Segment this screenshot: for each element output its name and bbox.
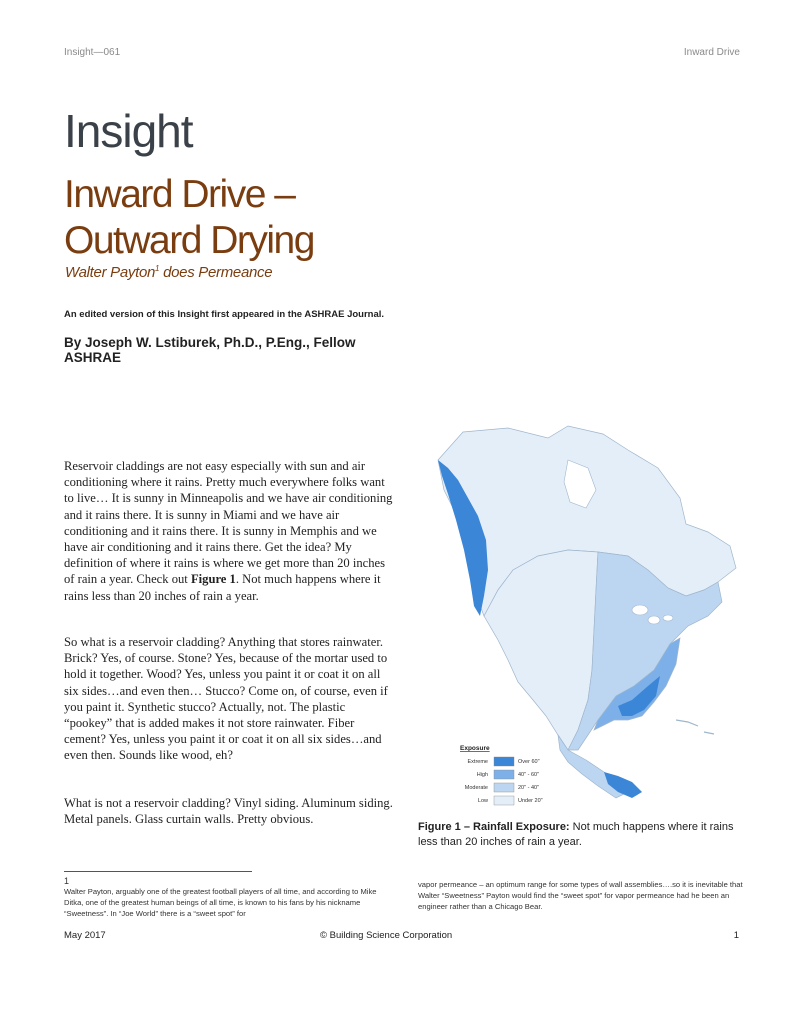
subtitle-part-a: Walter Payton xyxy=(65,264,156,281)
title-line-2: Outward Drying xyxy=(64,219,314,262)
figure-caption-text: Not much happens where it rains less than 20 inches of rain a year. xyxy=(418,821,734,848)
legend-range: 20" - 40" xyxy=(518,785,540,791)
legend-range: Over 60" xyxy=(518,759,540,765)
series-title: Insight xyxy=(64,105,193,157)
rainfall-exposure-map xyxy=(418,420,748,810)
edit-note: An edited version of this Insight first appeared in the ASHRAE Journal. xyxy=(64,309,385,320)
body-paragraph-2: So what is a reservoir cladding? Anything that stores rainwater. Brick? Yes, of course. Stone? Yes, because of the mortar used to hold it together. Wood? Yes, unless you paint it or coat it on all six sides…and even then… Stucco? Come on, of course, even if you paint it. Synthetic stucco? Actually, not. The plastic “pookey” that is added makes it not store rainwater. Fiber cement? Yes, unless you paint it or coat it on all six sides…and even then. Sounds like wood, eh? xyxy=(64,635,388,763)
running-header-left: Insight—061 xyxy=(64,47,121,58)
figure-reference: Figure 1 xyxy=(190,572,236,587)
footnote-number: 1 xyxy=(64,876,70,886)
footer-copyright: © Building Science Corporation xyxy=(320,930,453,941)
legend-swatch xyxy=(494,783,514,792)
legend-range: Under 20" xyxy=(518,798,543,804)
caribbean-islands xyxy=(676,720,714,734)
page-number: 1 xyxy=(733,930,739,941)
map-legend xyxy=(460,745,543,805)
footer-date: May 2017 xyxy=(64,930,106,941)
legend-level: Extreme xyxy=(467,759,488,765)
great-lake xyxy=(632,605,648,615)
body-paragraph-3: What is not a reservoir cladding? Vinyl siding. Aluminum siding. Metal panels. Glass curtain walls. Pretty obvious. xyxy=(64,796,393,827)
footnote-text-left: Walter Payton, arguably one of the greatest football players of all time, and according to Mike Ditka, one of the greatest human beings of all time, is known to his fans by his nickname “Sweetness”. In “Joe World” there is a “sweet spot” for xyxy=(64,887,377,918)
legend-level: High xyxy=(476,772,488,778)
legend-item-high xyxy=(477,770,539,779)
subtitle xyxy=(65,264,272,281)
footnote-text-right: vapor permeance – an optimum range for some types of wall assemblies….so it is inevitable that Walter “Sweetness” Payton would find the “sweet spot” for vapor permeance had he been an engineer rather than a Chicago Bear. xyxy=(418,880,743,911)
legend-item-extreme xyxy=(468,757,540,766)
figure-caption xyxy=(418,820,748,850)
legend-title: Exposure xyxy=(460,745,490,752)
running-header-right: Inward Drive xyxy=(683,47,740,58)
footnote-marker: 1 xyxy=(155,264,160,273)
great-lake xyxy=(648,616,660,624)
legend-swatch xyxy=(494,796,514,805)
body-paragraph-1 xyxy=(64,458,394,604)
p1-text-a: Reservoir claddings are not easy especially with sun and air conditioning where it rains. Pretty much everywhere folks want to live… It is sunny in Minneapolis and we have air conditioning and it rains there. It is sunny in Miami and we have air conditioning and it rains there. It is sunny in Memphis and we have air conditioning and it rains there. Get the idea? My definition of where it rains is where we get more than 20 inches of rain a year. Check out xyxy=(64,459,393,587)
legend-swatch xyxy=(494,757,514,766)
legend-item-low xyxy=(478,796,543,805)
legend-level: Moderate xyxy=(464,785,488,791)
p1-text-b: . Not much happens where it rains less than 20 inches of rain a year. xyxy=(64,572,381,603)
subtitle-part-b: does Permeance xyxy=(159,264,273,281)
legend-swatch xyxy=(494,770,514,779)
figure-caption-label: Figure 1 – Rainfall Exposure: xyxy=(418,821,570,833)
author-byline: By Joseph W. Lstiburek, Ph.D., P.Eng., Fellow ASHRAE xyxy=(64,335,356,365)
footnote-divider xyxy=(64,871,252,872)
footnote-left xyxy=(64,876,394,919)
title-line-1: Inward Drive – xyxy=(64,173,295,216)
legend-level: Low xyxy=(477,798,488,804)
great-lake xyxy=(663,615,673,621)
page-title xyxy=(64,172,314,264)
legend-item-moderate xyxy=(465,783,539,792)
legend-range: 40" - 60" xyxy=(518,772,540,778)
